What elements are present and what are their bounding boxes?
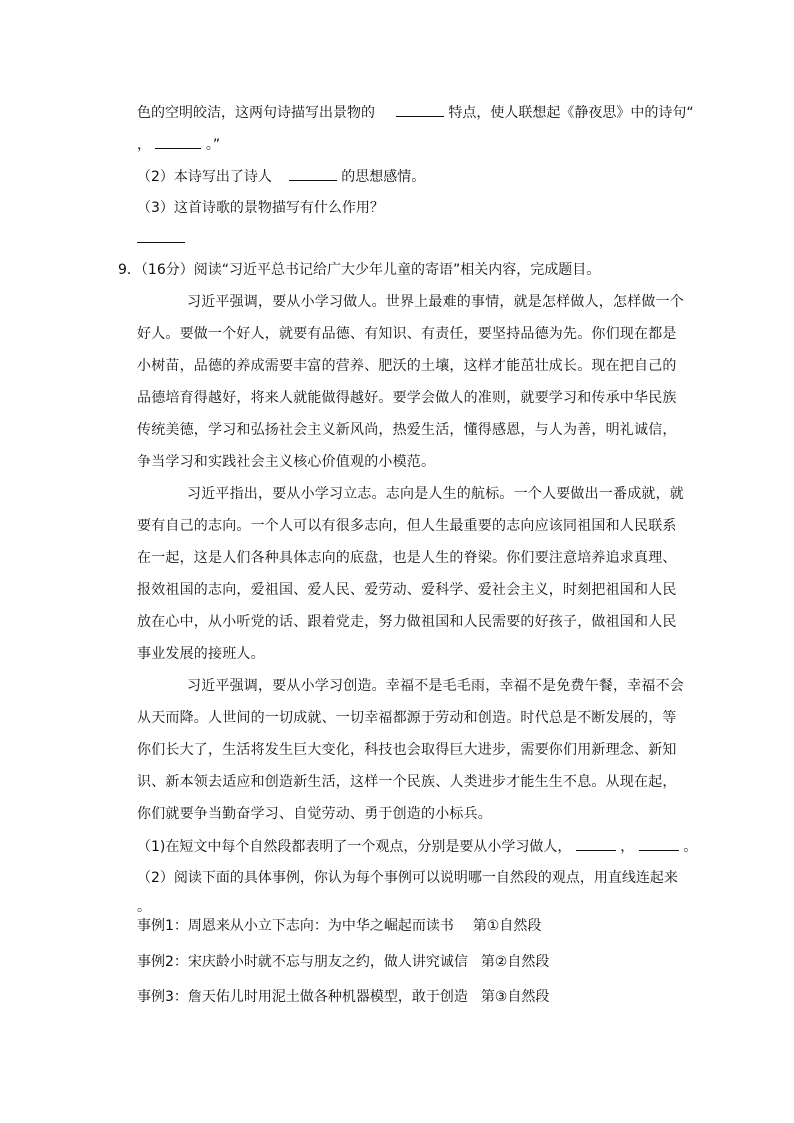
paragraph3-line: 你们就要争当勤奋学习、自觉劳动、勇于创造的小标兵。 — [137, 806, 492, 822]
paragraph2-line: 在一起，这是人们各种具体志向的底盘，也是人生的脊梁。你们要注意培养追求真理、 — [137, 550, 677, 566]
prev-q-line1-text-b: 特点，使人联想起《静夜思》中的诗句“ — [448, 105, 694, 121]
example-text: 事例2：宋庆龄小时就不忘与朋友之约，做人讲究诚信 — [137, 954, 468, 970]
paragraph3-line: 从天而降。人世间的一切成就、一切幸福都源于劳动和创造。时代总是不断发展的，等 — [137, 710, 677, 726]
prev-q-sub2-text-a: （2）本诗写出了诗人 — [137, 169, 272, 185]
prev-q-sub3 — [137, 198, 384, 218]
prev-q-sub2-text-b: 的思想感情。 — [341, 169, 426, 185]
example-target: 第①自然段 — [472, 918, 542, 934]
paragraph1-line: 好人。要做一个好人，就要有品德、有知识、有责任，要坚持品德为先。你们现在都是 — [137, 326, 677, 342]
example-row[interactable] — [137, 952, 549, 972]
paragraph3-line: 你们长大了，生活将发生巨大变化，科技也会取得巨大进步，需要你们用新理念、新知 — [137, 742, 677, 758]
paragraph1-line: 争当学习和实践社会主义核心价值观的小模范。 — [137, 454, 436, 470]
prev-q-sub3-text: （3）这首诗歌的景物描写有什么作用？ — [137, 200, 384, 216]
prev-q-line2 — [137, 134, 220, 155]
answer-blank[interactable] — [289, 166, 337, 181]
sub1-sep: ， — [620, 839, 635, 855]
answer-blank[interactable] — [576, 836, 616, 851]
prev-q-line2-text-b: 。” — [205, 137, 221, 153]
question9-header-text: 9．（16分）阅读“习近平总书记给广大少年儿童的寄语”相关内容，完成题目。 — [118, 262, 601, 278]
example-text: 事例1：周恩来从小立下志向：为中华之崛起而读书 — [137, 918, 454, 934]
example-text: 事例3：詹天佑儿时用泥土做各种机器模型，敢于创造 — [137, 989, 468, 1005]
paragraph3-line: 习近平强调，要从小学习创造。幸福不是毛毛雨，幸福不是免费午餐，幸福不会 — [187, 678, 684, 694]
paragraph2-line: 事业发展的接班人。 — [137, 646, 265, 662]
paragraph3-line: 识、新本领去适应和创造新生活，这样一个民族、人类进步才能生生不息。从现在起， — [137, 774, 677, 790]
paragraph2-line: 要有自己的志向。一个人可以有很多志向，但人生最重要的志向应该同祖国和人民联系 — [137, 518, 677, 534]
paragraph1-line: 传统美德，学习和弘扬社会主义新风尚，热爱生活，懂得感恩，与人为善，明礼诚信， — [137, 422, 677, 438]
answer-blank[interactable] — [155, 134, 201, 149]
question9-sub2: （2）阅读下面的具体事例，你认为每个事例可以说明哪一自然段的观点，用直线连起来 — [137, 870, 678, 886]
paragraph2-line: 放在心中，从小听党的话、跟着党走，努力做祖国和人民需要的好孩子，做祖国和人民 — [137, 614, 677, 630]
answer-blank[interactable] — [639, 836, 679, 851]
prev-q-line1 — [137, 102, 694, 123]
answer-blank[interactable] — [396, 102, 444, 117]
prev-q-sub3-answer — [137, 228, 185, 249]
paragraph1-line: 习近平强调，要从小学习做人。世界上最难的事情，就是怎样做人，怎样做一个 — [187, 294, 684, 310]
prev-q-line1-text-a: 色的空明皎洁，这两句诗描写出景物的 — [137, 105, 375, 121]
example-target: 第③自然段 — [480, 989, 550, 1005]
example-row[interactable] — [137, 987, 549, 1007]
question9-sub2-end: 。 — [137, 899, 151, 915]
sub1-text: （1)在短文中每个自然段都表明了一个观点，分别是要从小学习做人， — [137, 839, 572, 855]
prev-q-sub2 — [137, 166, 425, 187]
example-target: 第②自然段 — [480, 954, 550, 970]
question9-header — [118, 260, 600, 280]
answer-blank[interactable] — [137, 228, 185, 243]
paragraph1-line: 小树苗，品德的养成需要丰富的营养、肥沃的土壤，这样才能茁壮成长。现在把自己的 — [137, 358, 677, 374]
paragraph1-line: 品德培育得越好，将来人就能做得越好。要学会做人的准则，就要学习和传承中华民族 — [137, 390, 677, 406]
paragraph2-line: 习近平指出，要从小学习立志。志向是人生的航标。一个人要做出一番成就，就 — [187, 486, 684, 502]
sub1-end: 。 — [683, 839, 698, 855]
paragraph2-line: 报效祖国的志向，爱祖国、爱人民、爱劳动、爱科学、爱社会主义，时刻把祖国和人民 — [137, 582, 677, 598]
example-row[interactable] — [137, 916, 541, 936]
prev-q-line2-text-a: ， — [137, 137, 151, 153]
question9-sub1 — [137, 836, 697, 857]
